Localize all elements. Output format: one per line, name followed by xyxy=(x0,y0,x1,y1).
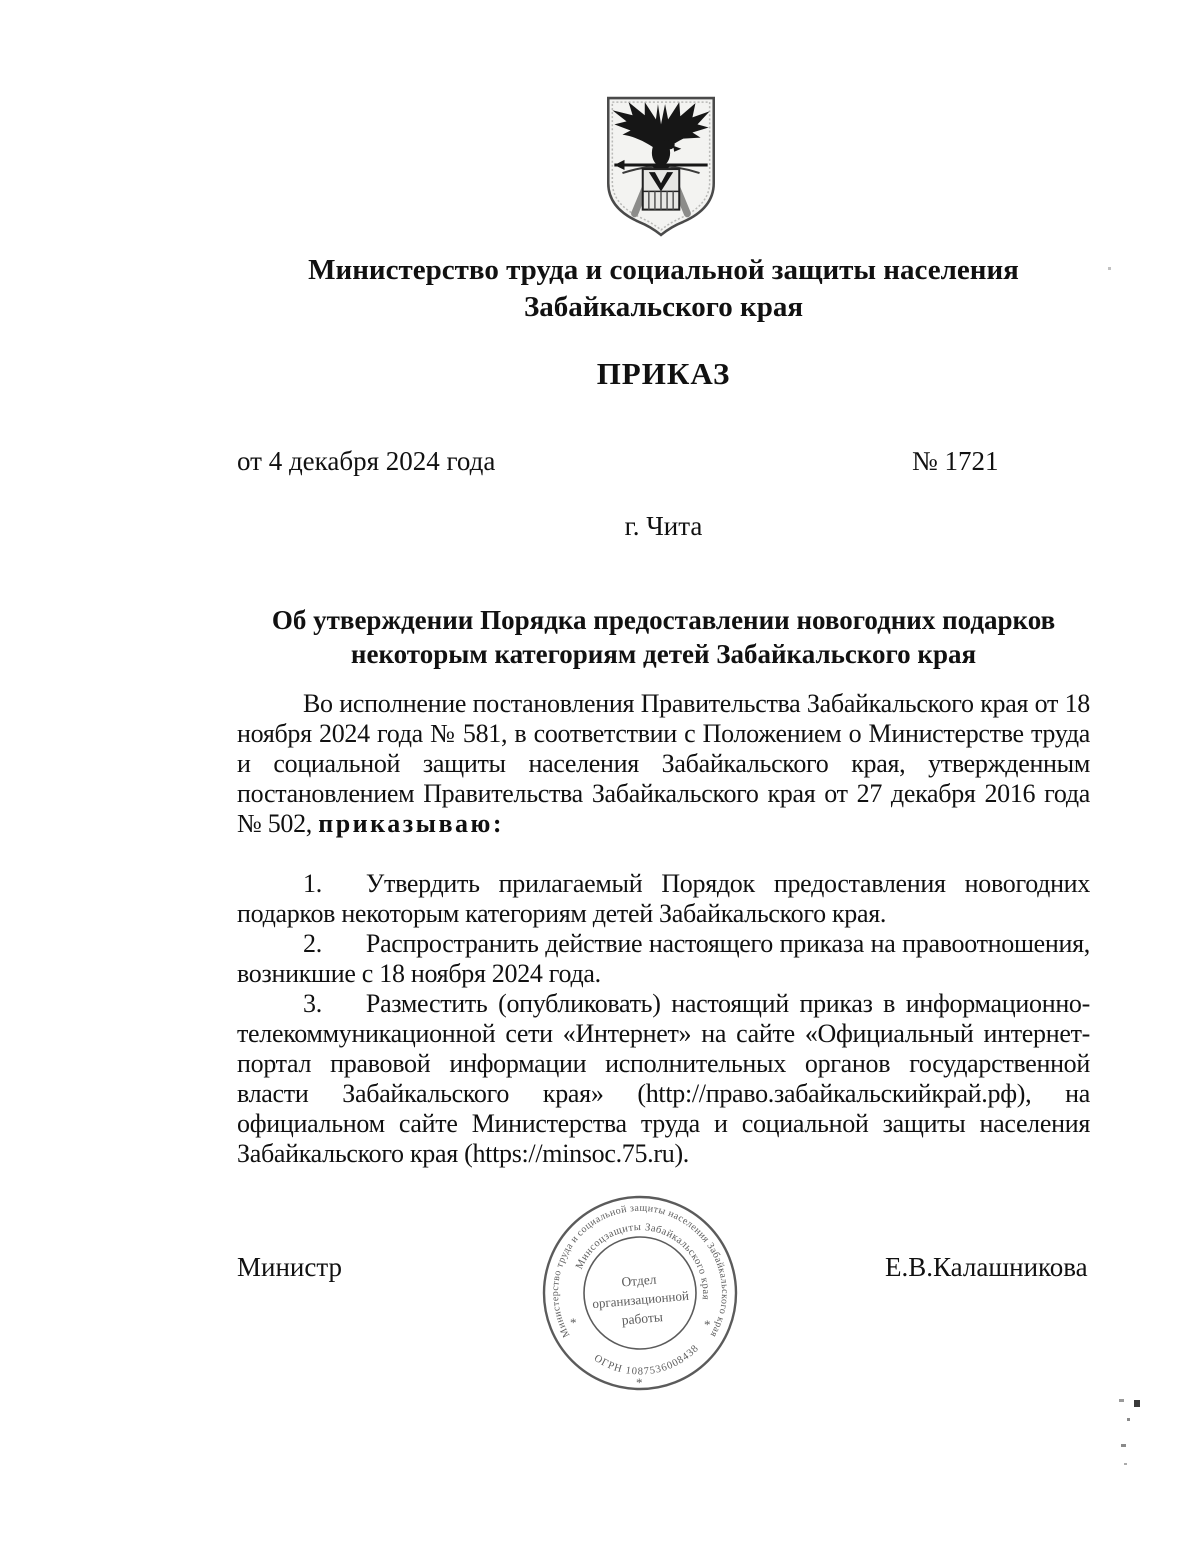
preamble-text: Во исполнение постановления Правительства Забайкальского края от 18 ноября 2024 года № 581, в соответствии с Положением о Министерстве труда и социальной защиты населения Забайкальского края, утвержденным постановлением Правительства Забайкальского края от 27 декабря 2016 года № 502, xyxy=(237,689,1090,838)
subject-line1: Об утверждении Порядка предоставлении новогодних подарков xyxy=(271,605,1056,635)
stamp-outer-ring-text: Министерство труда и социальной защиты населения Забайкальского края xyxy=(549,1202,731,1340)
stamp-center-line1: Отдел xyxy=(620,1271,658,1290)
stamp-second-ring-text: Минсоцзащиты Забайкальского края xyxy=(574,1221,712,1301)
item-3-text: Разместить (опубликовать) настоящий приказ в информационно-телекоммуникационной сети «Интернет» на сайте «Официальный интернет-портал правовой информации исполнительных органов государственной власти Забайкальского края» (http://право.забайкальскийкрай.рф), на официальном сайте Министерства труда и социальной защиты населения Забайкальского края (https://minsoc.75.ru). xyxy=(237,989,1090,1168)
order-item-2 xyxy=(237,929,1090,989)
stamp-ogrn-text: ОГРН 1087536008438 xyxy=(591,1342,702,1378)
item-1-text: Утвердить прилагаемый Порядок предоставления новогодних подарков некоторым категориям детей Забайкальского края. xyxy=(237,869,1090,928)
item-2-number: 2. xyxy=(303,929,322,958)
city-text: г. Чита xyxy=(624,511,703,541)
stamp-star-bottom: * xyxy=(636,1375,643,1390)
scan-noise-speck xyxy=(1127,1418,1130,1421)
scan-noise-speck xyxy=(1108,267,1111,270)
order-body xyxy=(237,689,1090,1169)
order-number: № 1721 xyxy=(912,446,999,476)
zabaikalsky-krai-coat-of-arms-icon xyxy=(598,94,724,238)
scan-noise-speck xyxy=(1119,1399,1124,1402)
ministry-title-line2: Забайкальского края xyxy=(523,291,804,323)
subject-line2: некоторым категориям детей Забайкальского края xyxy=(350,639,977,669)
order-item-3 xyxy=(237,989,1090,1169)
item-3-number: 3. xyxy=(303,989,322,1018)
ministry-title-line1: Министерство труда и социальной защиты населения xyxy=(308,254,1019,286)
stamp-center-line3: работы xyxy=(621,1309,664,1328)
stamp-star-left: * xyxy=(570,1315,577,1330)
document-type-heading: ПРИКАЗ xyxy=(596,356,731,391)
prikazyvayu-keyword: приказываю: xyxy=(318,809,505,838)
scan-noise-speck xyxy=(1121,1444,1126,1447)
order-item-1 xyxy=(237,869,1090,929)
subject-heading xyxy=(237,603,1090,671)
scan-noise-speck xyxy=(1134,1400,1140,1407)
date-text: от 4 декабря 2024 года xyxy=(237,446,496,476)
scan-noise-speck xyxy=(1124,1463,1127,1465)
preamble-paragraph xyxy=(237,689,1090,839)
round-seal-stamp-icon xyxy=(540,1193,740,1393)
ministry-title xyxy=(237,252,1090,326)
stamp-star-right: * xyxy=(704,1317,711,1332)
item-2-text: Распространить действие настоящего приказа на правоотношения, возникшие с 18 ноября 2024 года. xyxy=(237,929,1090,988)
signer-name: Е.В.Калашникова xyxy=(885,1252,1088,1282)
signer-position: Министр xyxy=(237,1252,342,1282)
item-1-number: 1. xyxy=(303,869,322,898)
stamp-center-line2: организационной xyxy=(591,1287,690,1312)
date-number-row xyxy=(237,446,1090,478)
